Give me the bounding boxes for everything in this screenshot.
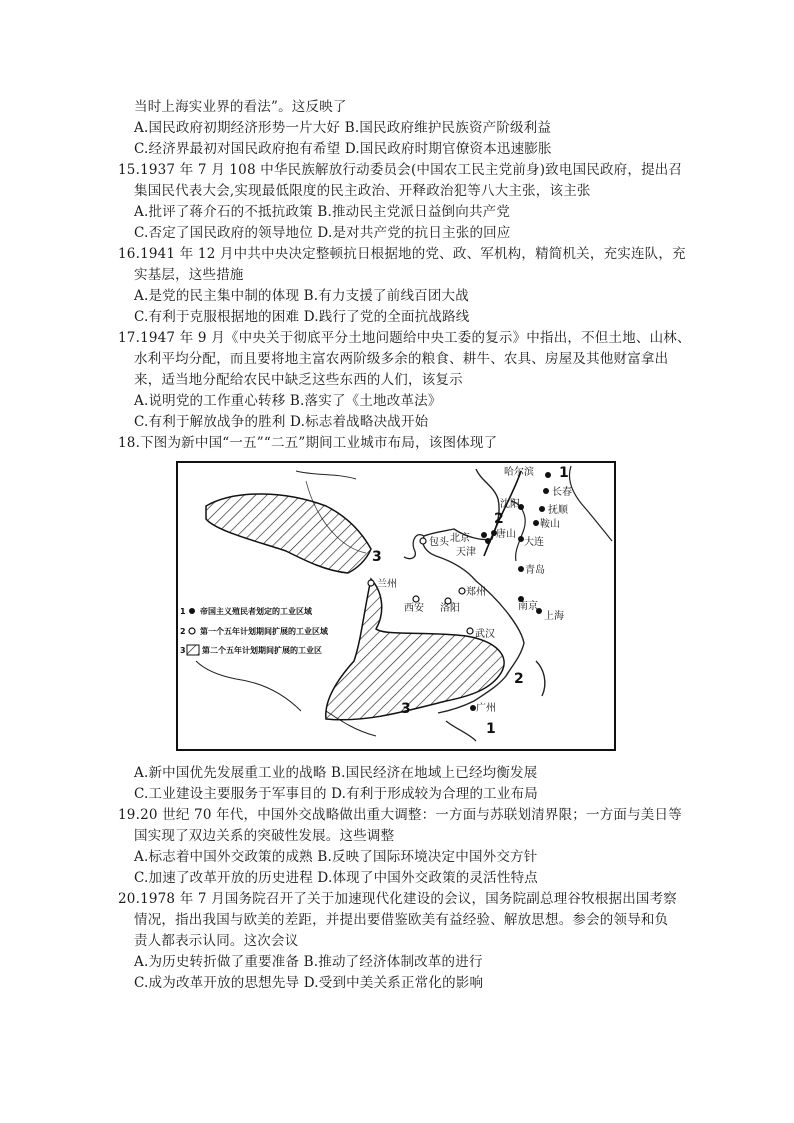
legend-item-3: 第二个五年计划期间扩展的工业区 bbox=[202, 646, 322, 655]
option-line: C.有利于克服根据地的困难 D.践行了党的全面抗战路线 bbox=[134, 309, 470, 325]
shenyang-label: 沈阳 bbox=[500, 499, 520, 510]
harbin-label: 哈尔滨 bbox=[504, 467, 534, 478]
tangshan-label: 唐山 bbox=[496, 529, 516, 540]
xian-label: 西安 bbox=[404, 603, 424, 614]
text-line: 集国民代表大会,实现最低限度的民主政治、开释政治犯等八大主张，该主张 bbox=[134, 183, 591, 199]
dalian-label: 大连 bbox=[524, 537, 544, 548]
xian-marker bbox=[413, 596, 419, 602]
qingdao-marker bbox=[518, 566, 524, 572]
harbin-marker bbox=[545, 472, 551, 478]
legend-item-1: 帝国主义殖民者划定的工业区域 bbox=[200, 607, 312, 616]
zone-number: 1 bbox=[486, 721, 496, 737]
shanghai-label: 上海 bbox=[544, 611, 564, 622]
zone-number: 3 bbox=[401, 701, 411, 717]
text-line: 实基层，这些措施 bbox=[134, 267, 244, 283]
changchun-label: 长春 bbox=[552, 487, 572, 498]
luoyang-label: 洛阳 bbox=[440, 603, 460, 614]
beijing-marker bbox=[481, 532, 487, 538]
fushun-marker bbox=[539, 506, 545, 512]
text-line: 情况，指出我国与欧美的差距，并提出要借鉴欧美有益经验、解放思想。参会的领导和负 bbox=[134, 912, 669, 928]
option-line: A.新中国优先发展重工业的战略 B.国民经济在地域上已经均衡发展 bbox=[134, 765, 538, 781]
option-line: A.说明党的工作重心转移 B.落实了《土地改革法》 bbox=[134, 393, 442, 409]
changchun-marker bbox=[543, 488, 549, 494]
qingdao-label: 青岛 bbox=[525, 565, 545, 576]
question-19: 19.20 世纪 70 年代，中国外交战略做出重大调整：一方面与苏联划清界限；一方面与美日等 bbox=[118, 807, 682, 823]
option-line: A.为历史转折做了重要准备 B.推动了经济体制改革的进行 bbox=[134, 954, 483, 970]
option-line: A.是党的民主集中制的体现 B.有力支援了前线百团大战 bbox=[134, 288, 469, 304]
option-line: C.成为改革开放的思想先导 D.受到中美关系正常化的影响 bbox=[134, 975, 484, 991]
legend-num: 1 bbox=[180, 607, 186, 616]
text-line: 责人都表示认同。这次会议 bbox=[134, 933, 299, 949]
text-line: 水利平均分配，而且要将地主富农两阶级多余的粮食、耕牛、农具、房屋及其他财富拿出 bbox=[134, 351, 669, 367]
zhengzhou-marker bbox=[459, 588, 465, 594]
option-line: A.批评了蒋介石的不抵抗政策 B.推动民主党派日益倒向共产党 bbox=[134, 204, 511, 220]
text-line: 国实现了双边关系的突破性发展。这些调整 bbox=[134, 828, 395, 844]
question-17: 17.1947 年 9 月《中央关于彻底平分土地问题给中央工委的复示》中指出，不但土地、山林、 bbox=[118, 330, 691, 346]
option-line: C.有利于解放战争的胜利 D.标志着战略决战开始 bbox=[134, 414, 429, 430]
nanjing-label: 南京 bbox=[518, 601, 538, 612]
question-20: 20.1978 年 7 月国务院召开了关于加速现代化建设的会议，国务院副总理谷牧根据出国考察 bbox=[118, 891, 677, 907]
question-16: 16.1941 年 12 月中共中央决定整顿抗日根据地的党、政、军机构，精简机关，充实连队，充 bbox=[118, 246, 686, 262]
legend-num: 3 bbox=[180, 646, 186, 655]
fushun-label: 抚顺 bbox=[548, 505, 568, 516]
zhengzhou-label: 郑州 bbox=[466, 587, 486, 598]
legend-num: 2 bbox=[180, 627, 186, 636]
zone-number: 3 bbox=[372, 549, 382, 565]
zone-number: 1 bbox=[559, 465, 569, 481]
zone-number: 2 bbox=[514, 671, 524, 687]
wuhan-label: 武汉 bbox=[475, 629, 495, 640]
question-15: 15.1937 年 7 月 108 中华民族解放行动委员会(中国农工民主党前身)致电国民政府，提出召 bbox=[118, 162, 683, 178]
wuhan-marker bbox=[467, 628, 473, 634]
zone-number: 2 bbox=[494, 511, 504, 527]
text-line: A.国民政府初期经济形势一片大好 B.国民政府维护民族资产阶级利益 bbox=[134, 120, 552, 136]
lanzhou-marker bbox=[368, 580, 374, 586]
map-legend bbox=[180, 606, 329, 655]
industrial-layout-map bbox=[176, 461, 616, 751]
lanzhou-label: 兰州 bbox=[377, 579, 397, 590]
text-line: 来，适当地分配给农民中缺乏这些东西的人们，该复示 bbox=[134, 372, 463, 388]
anshan-marker bbox=[533, 520, 539, 526]
option-line: A.标志着中国外交政策的成熟 B.反映了国际环境决定中国外交方针 bbox=[134, 849, 538, 865]
option-line: C.工业建设主要服务于军事目的 D.有利于形成较为合理的工业布局 bbox=[134, 786, 538, 802]
legend-item-2: 第一个五年计划期间扩展的工业区域 bbox=[200, 627, 328, 636]
question-18: 18.下图为新中国“一五”“二五”期间工业城市布局，该图体现了 bbox=[118, 435, 498, 451]
guangzhou-label: 广州 bbox=[476, 703, 496, 714]
anshan-label: 鞍山 bbox=[540, 519, 560, 530]
baotou-marker bbox=[420, 538, 426, 544]
option-line: C.加速了改革开放的历史进程 D.体现了中国外交政策的灵活性特点 bbox=[134, 870, 538, 886]
tianjin-marker bbox=[485, 538, 491, 544]
tianjin-label: 天津 bbox=[456, 547, 476, 558]
option-line: C.否定了国民政府的领导地位 D.是对共产党的抗日主张的回应 bbox=[134, 225, 511, 241]
text-line: C.经济界最初对国民政府抱有希望 D.国民政府时期官僚资本迅速膨胀 bbox=[134, 141, 552, 157]
text-line: 当时上海实业界的看法”。这反映了 bbox=[134, 99, 347, 115]
beijing-label: 北京 bbox=[450, 533, 470, 544]
baotou-label: 包头 bbox=[429, 537, 449, 548]
